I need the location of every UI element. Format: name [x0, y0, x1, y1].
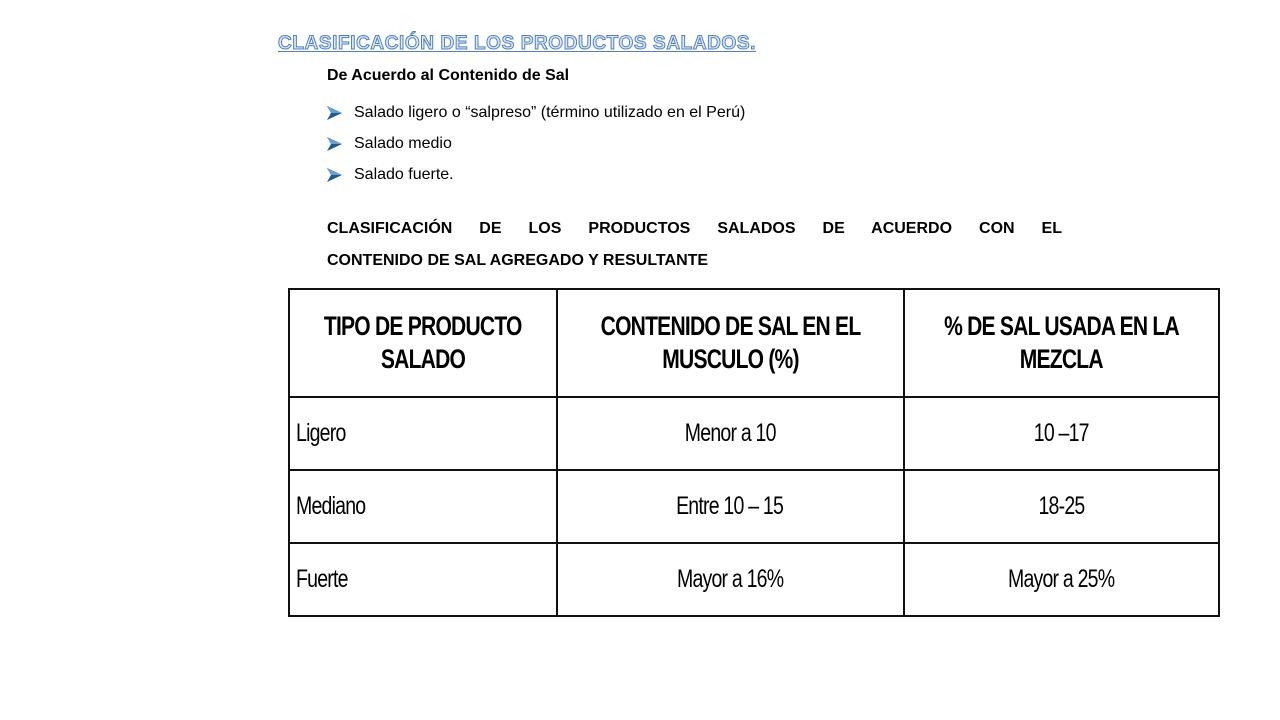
page-title: CLASIFICACIÓN DE LOS PRODUCTOS SALADOS. — [278, 33, 757, 54]
salt-classification-table — [288, 288, 1220, 617]
header-salt-in-mixture: % DE SAL USADA EN LA MEZCLA — [904, 289, 1219, 397]
bullet-text: Salado ligero o “salpreso” (término utilizado en el Perú) — [354, 103, 746, 121]
table-cell: Ligero — [289, 397, 557, 470]
table-cell: 18-25 — [904, 470, 1219, 543]
arrow-bullet-icon — [327, 168, 342, 182]
table-cell: Mediano — [289, 470, 557, 543]
table-cell: Fuerte — [289, 543, 557, 616]
table-header-row — [289, 289, 1219, 397]
arrow-bullet-icon — [327, 137, 342, 151]
table-cell: Entre 10 – 15 — [557, 470, 904, 543]
section-heading-line-1: CLASIFICACIÓN DE LOS PRODUCTOS SALADOS DE ACUERDO CON EL — [327, 220, 1062, 237]
section-heading-line-2: CONTENIDO DE SAL AGREGADO Y RESULTANTE — [327, 252, 709, 269]
subheading: De Acuerdo al Contenido de Sal — [327, 67, 570, 84]
header-product-type: TIPO DE PRODUCTO SALADO — [289, 289, 557, 397]
bullet-list — [327, 97, 745, 190]
table-cell: Mayor a 25% — [904, 543, 1219, 616]
header-muscle-salt-content: CONTENIDO DE SAL EN EL MUSCULO (%) — [557, 289, 904, 397]
section-heading — [327, 213, 1062, 277]
table-row — [289, 543, 1219, 616]
list-item — [327, 97, 745, 128]
list-item — [327, 159, 745, 190]
arrow-bullet-icon — [327, 106, 342, 120]
table-cell: Mayor a 16% — [557, 543, 904, 616]
bullet-text: Salado fuerte. — [354, 165, 454, 183]
bullet-text: Salado medio — [354, 134, 452, 152]
table-row — [289, 397, 1219, 470]
table-cell: 10 –17 — [904, 397, 1219, 470]
table-row — [289, 470, 1219, 543]
list-item — [327, 128, 745, 159]
table-cell: Menor a 10 — [557, 397, 904, 470]
